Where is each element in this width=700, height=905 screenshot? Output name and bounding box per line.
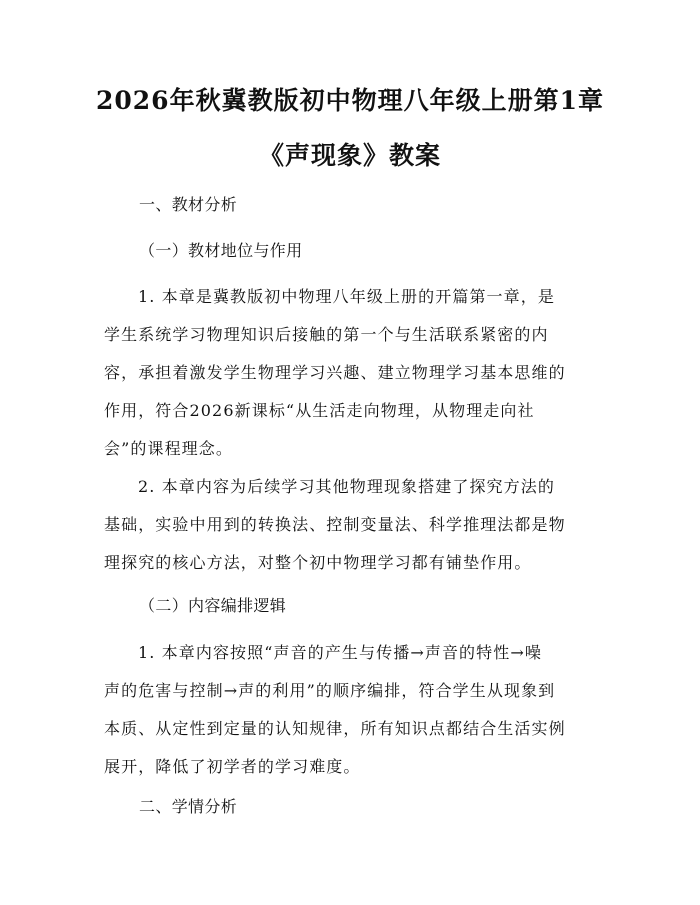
- paragraph-line: 会”的课程理念。: [104, 439, 233, 458]
- paragraph-line: 展开，降低了初学者的学习难度。: [104, 757, 361, 776]
- document-title-line-2: 《声现象》教案: [258, 141, 441, 170]
- paragraph-line: 理探究的核心方法，对整个初中物理学习都有铺垫作用。: [104, 553, 532, 572]
- paragraph-line: 容，承担着激发学生物理学习兴趣、建立物理学习基本思维的: [104, 363, 566, 382]
- subsection-heading-position: （一）教材地位与作用: [139, 241, 303, 260]
- paragraph-line: 2. 本章内容为后续学习其他物理现象搭建了探究方法的: [138, 477, 555, 496]
- subsection-heading-logic: （二）内容编排逻辑: [139, 596, 287, 615]
- paragraph-line: 基础，实验中用到的转换法、控制变量法、科学推理法都是物: [104, 515, 566, 534]
- document-title-line-1: 2026年秋冀教版初中物理八年级上册第1章: [96, 86, 604, 115]
- paragraph-line: 1. 本章是冀教版初中物理八年级上册的开篇第一章，是: [138, 287, 555, 306]
- paragraph-line: 本质、从定性到定量的认知规律，所有知识点都结合生活实例: [104, 719, 566, 738]
- paragraph-line: 声的危害与控制→声的利用”的顺序编排，符合学生从现象到: [104, 681, 556, 700]
- paragraph-line: 学生系统学习物理知识后接触的第一个与生活联系紧密的内: [104, 325, 549, 344]
- paragraph-3: [104, 643, 600, 795]
- paragraph-line: 作用，符合2026新课标“从生活走向物理，从物理走向社: [104, 401, 535, 420]
- section-heading-analysis: 一、教材分析: [139, 195, 238, 214]
- paragraph-2: [104, 477, 600, 591]
- paragraph-line: 1. 本章内容按照“声音的产生与传播→声音的特性→噪: [138, 643, 542, 662]
- paragraph-1: [104, 287, 600, 477]
- section-heading-students: 二、学情分析: [139, 797, 238, 816]
